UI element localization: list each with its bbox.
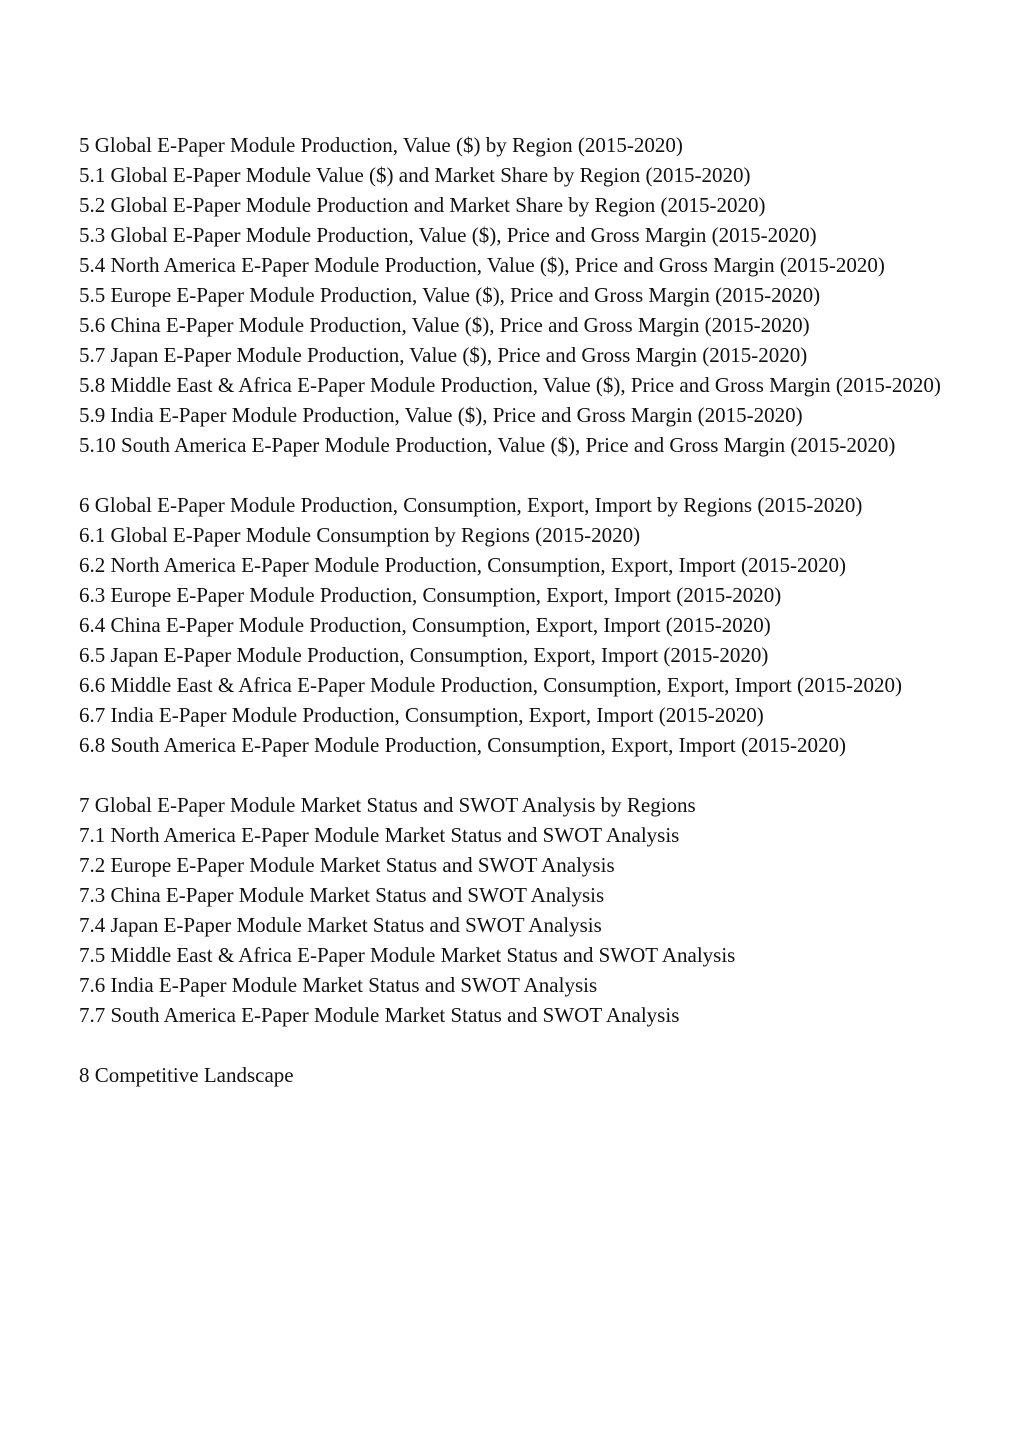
- toc-entry-7-6: 7.6 India E-Paper Module Market Status and SWOT Analysis: [79, 973, 598, 997]
- toc-entry-6-5: 6.5 Japan E-Paper Module Production, Consumption, Export, Import (2015-2020): [79, 643, 769, 667]
- toc-entry-6-2: 6.2 North America E-Paper Module Production, Consumption, Export, Import (2015-2020): [79, 553, 846, 577]
- toc-entry-7-2: 7.2 Europe E-Paper Module Market Status and SWOT Analysis: [79, 853, 615, 877]
- toc-entry-5-2: 5.2 Global E-Paper Module Production and Market Share by Region (2015-2020): [79, 193, 766, 217]
- toc-entry-5-5: 5.5 Europe E-Paper Module Production, Value ($), Price and Gross Margin (2015-2020): [79, 283, 821, 307]
- document-page: [79, 130, 959, 1120]
- toc-entry-7-4: 7.4 Japan E-Paper Module Market Status and SWOT Analysis: [79, 913, 602, 937]
- toc-entry-7-3: 7.3 China E-Paper Module Market Status and SWOT Analysis: [79, 883, 605, 907]
- toc-entry-6-8: 6.8 South America E-Paper Module Production, Consumption, Export, Import (2015-2020): [79, 733, 846, 757]
- toc-entry-5-8: 5.8 Middle East & Africa E-Paper Module Production, Value ($), Price and Gross Margin (2015-2020): [79, 373, 941, 397]
- toc-entry-5-6: 5.6 China E-Paper Module Production, Value ($), Price and Gross Margin (2015-2020): [79, 313, 810, 337]
- toc-heading-5: 5 Global E-Paper Module Production, Value ($) by Region (2015-2020): [79, 133, 683, 157]
- toc-entry-6-7: 6.7 India E-Paper Module Production, Consumption, Export, Import (2015-2020): [79, 703, 764, 727]
- toc-entry-6-3: 6.3 Europe E-Paper Module Production, Consumption, Export, Import (2015-2020): [79, 583, 782, 607]
- toc-entry-6-4: 6.4 China E-Paper Module Production, Consumption, Export, Import (2015-2020): [79, 613, 771, 637]
- toc-heading-7: 7 Global E-Paper Module Market Status and SWOT Analysis by Regions: [79, 793, 696, 817]
- toc-section-8: [79, 1060, 959, 1090]
- toc-section-6: [79, 490, 959, 760]
- toc-entry-5-3: 5.3 Global E-Paper Module Production, Value ($), Price and Gross Margin (2015-2020): [79, 223, 817, 247]
- toc-entry-5-10: 5.10 South America E-Paper Module Production, Value ($), Price and Gross Margin (2015-2020): [79, 433, 896, 457]
- toc-entry-7-7: 7.7 South America E-Paper Module Market Status and SWOT Analysis: [79, 1003, 680, 1027]
- toc-entry-5-1: 5.1 Global E-Paper Module Value ($) and Market Share by Region (2015-2020): [79, 163, 751, 187]
- toc-entry-5-9: 5.9 India E-Paper Module Production, Value ($), Price and Gross Margin (2015-2020): [79, 403, 803, 427]
- toc-entry-6-1: 6.1 Global E-Paper Module Consumption by Regions (2015-2020): [79, 523, 641, 547]
- toc-entry-7-1: 7.1 North America E-Paper Module Market Status and SWOT Analysis: [79, 823, 680, 847]
- toc-entry-5-7: 5.7 Japan E-Paper Module Production, Value ($), Price and Gross Margin (2015-2020): [79, 343, 808, 367]
- toc-entry-5-4: 5.4 North America E-Paper Module Production, Value ($), Price and Gross Margin (2015-2020): [79, 253, 885, 277]
- toc-entry-6-6: 6.6 Middle East & Africa E-Paper Module Production, Consumption, Export, Import (2015-2020): [79, 673, 902, 697]
- toc-section-7: [79, 790, 959, 1030]
- toc-section-5: [79, 130, 959, 460]
- toc-entry-7-5: 7.5 Middle East & Africa E-Paper Module Market Status and SWOT Analysis: [79, 943, 736, 967]
- toc-heading-6: 6 Global E-Paper Module Production, Consumption, Export, Import by Regions (2015-2020): [79, 493, 863, 517]
- toc-heading-8: 8 Competitive Landscape: [79, 1063, 294, 1087]
